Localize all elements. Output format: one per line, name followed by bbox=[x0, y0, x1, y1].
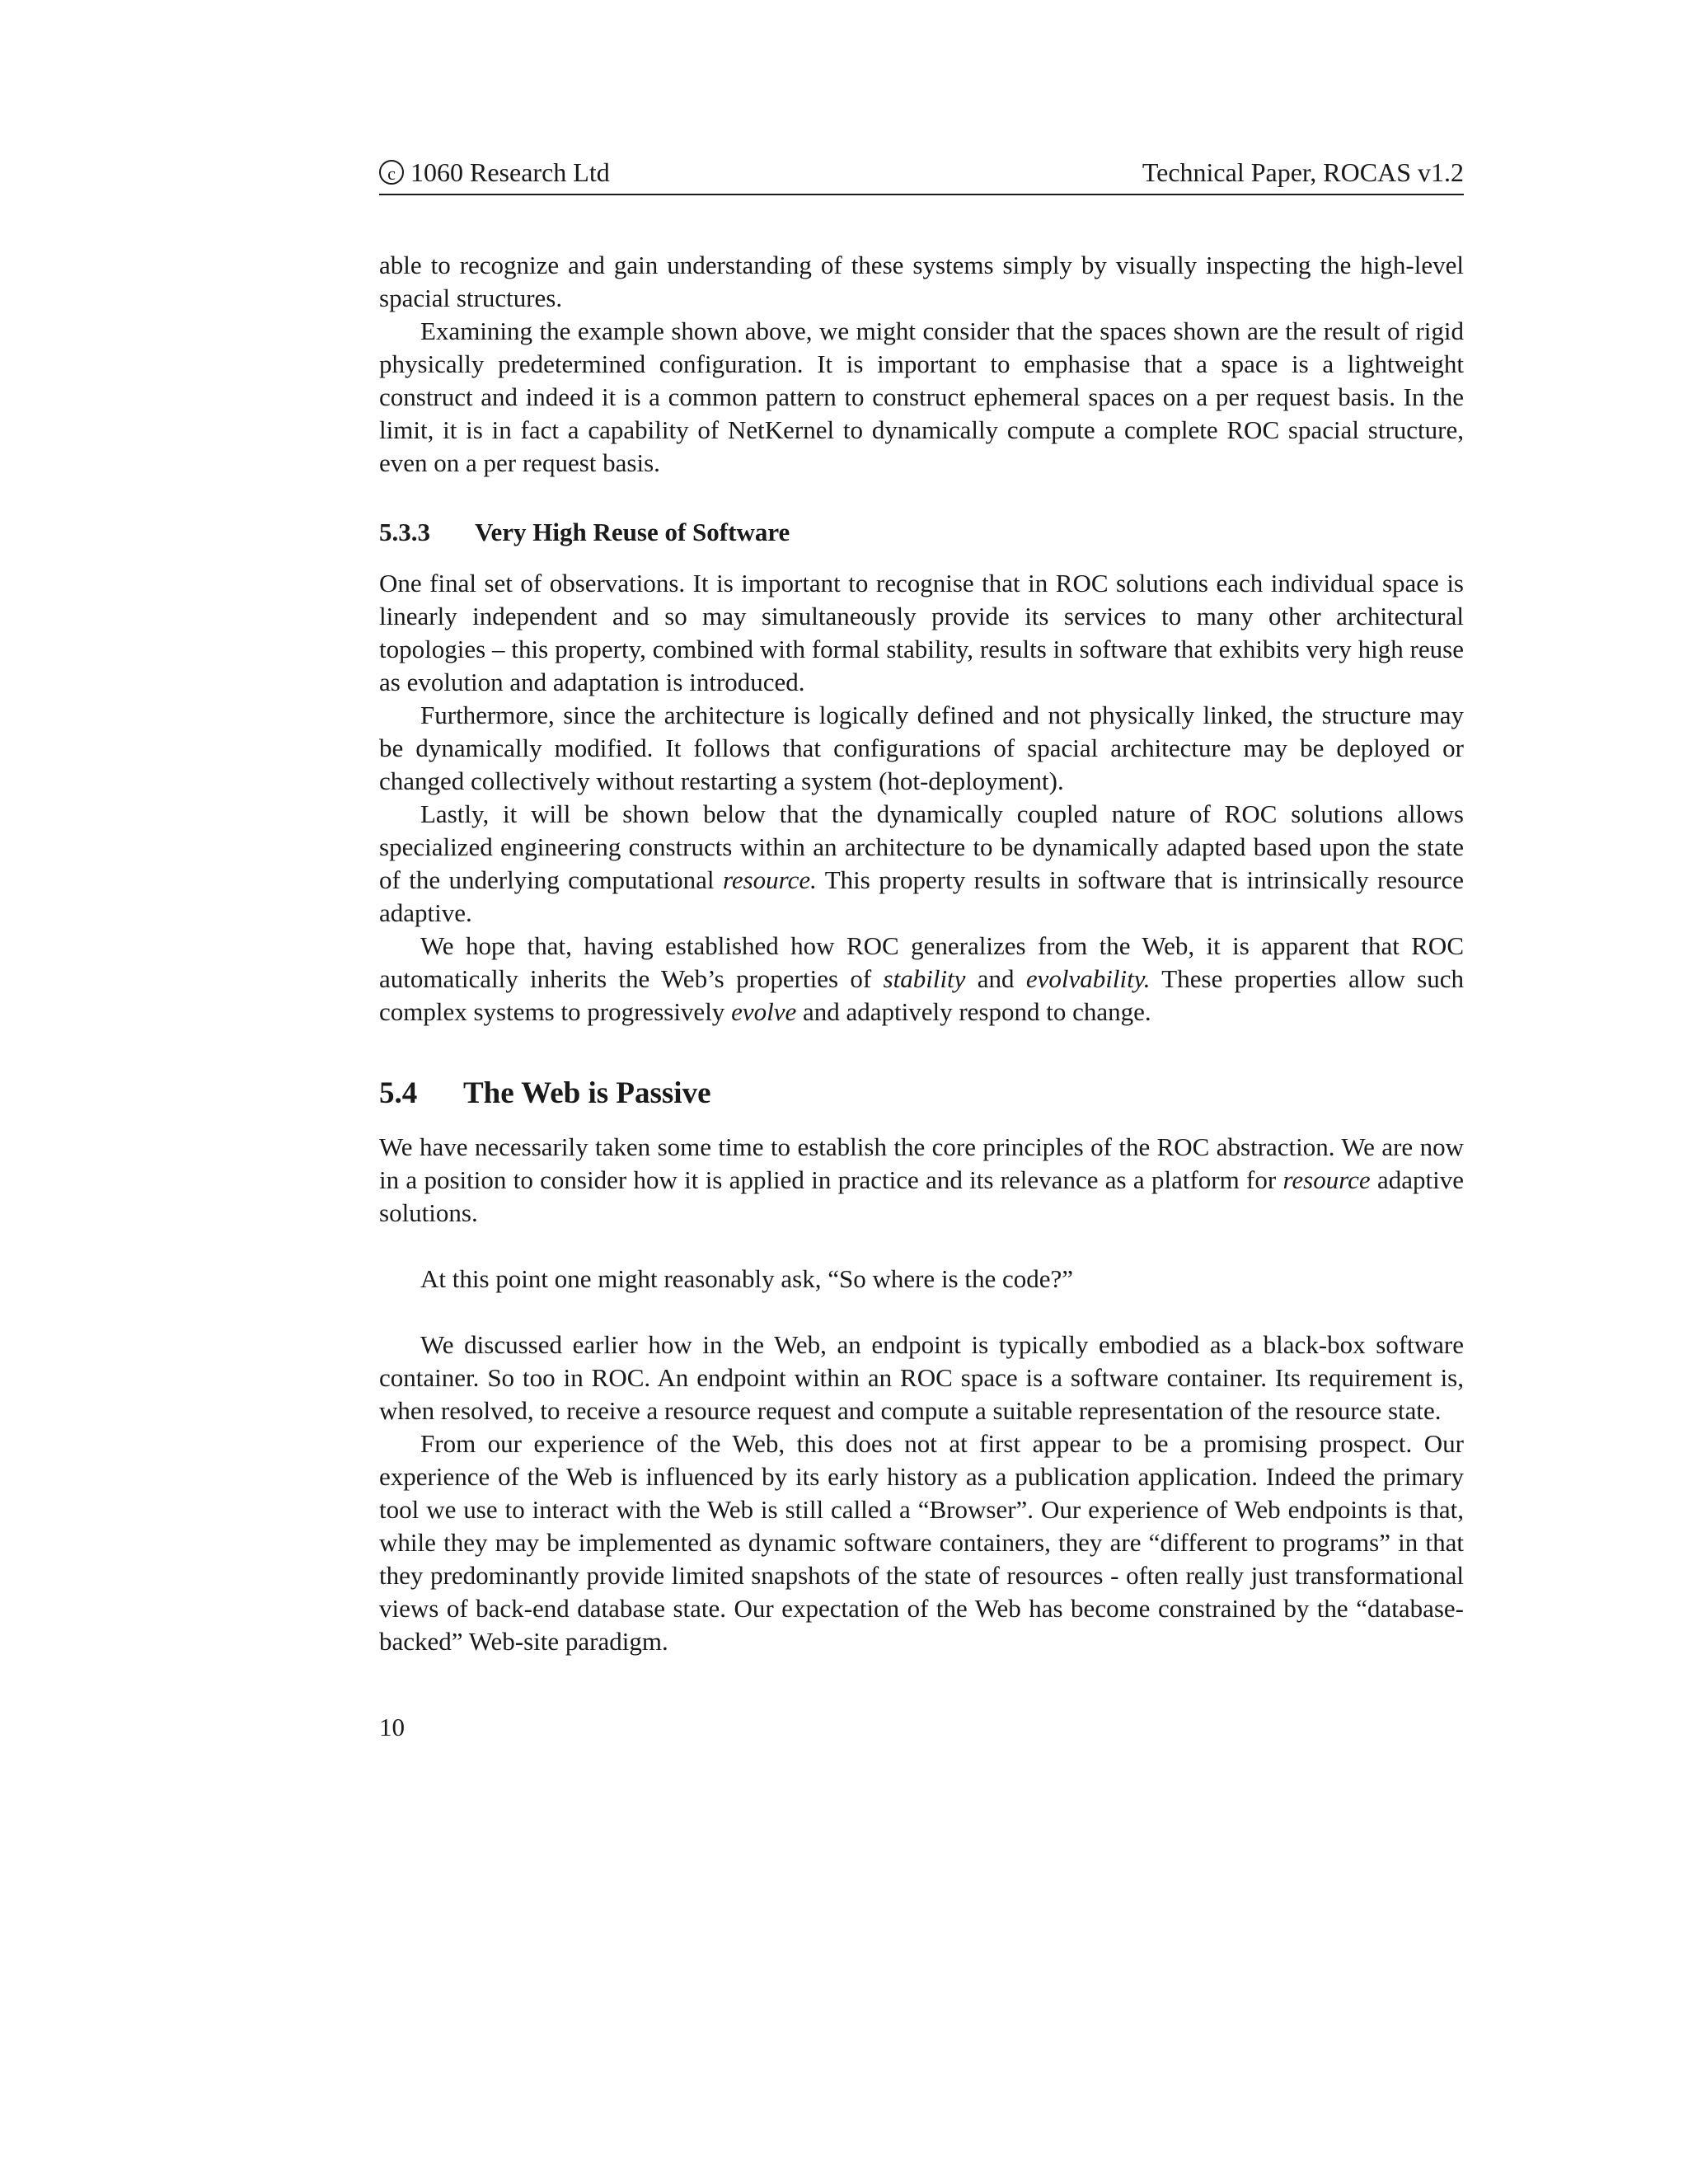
section-title: The Web is Passive bbox=[463, 1076, 711, 1110]
text-run: and bbox=[965, 964, 1026, 993]
emphasis-stability: stability bbox=[883, 964, 966, 993]
section-title: Very High Reuse of Software bbox=[475, 518, 790, 546]
paragraph-continuation: able to recognize and gain understanding of these systems simply by visually inspecting the high-level spacial structures. bbox=[379, 251, 1464, 312]
section-heading-5-4 bbox=[379, 1075, 1464, 1113]
body-text bbox=[379, 249, 1464, 1658]
paragraph-lastly bbox=[379, 798, 1464, 930]
emphasis-resource: resource. bbox=[722, 865, 817, 894]
paragraph-examining: Examining the example shown above, we might consider that the spaces shown are the result of rigid physically predetermined configuration. It is important to emphasise that a space is a lightweight construct and indeed it is a common pattern to construct ephemeral spaces on a per request basis. In the limit, it is in fact a capability of NetKernel to dynamically compute a complete ROC spacial structure, even on a per request basis. bbox=[379, 316, 1464, 477]
text-run: We hope that, having established how ROC generalizes from the Web, it is apparent that ROC automatically inherits the Web’s properties of bbox=[379, 931, 1464, 993]
paragraph-experience-of-web: From our experience of the Web, this does not at first appear to be a promising prospect. Our experience of the Web is influenced by its early history as a publication application. Indeed the primary tool we use to interact with the Web is still called a “Browser”. Our experience of Web endpoints is that, while they may be implemented as dynamic software containers, they are “different to programs” in that they predominantly provide limited snapshots of the state of resources - often really just transformational views of back-end database state. Our expectation of the Web has become constrained by the “database-backed” Web-site paradigm. bbox=[379, 1429, 1464, 1656]
paragraph-endpoint: We discussed earlier how in the Web, an endpoint is typically embodied as a black-box software container. So too in ROC. An endpoint within an ROC space is a software container. Its requirement is, when resolved, to receive a resource request and compute a suitable representation of the resource state. bbox=[379, 1330, 1464, 1425]
section-number: 5.3.3 bbox=[379, 518, 430, 546]
section-number: 5.4 bbox=[379, 1076, 418, 1110]
paragraph-core-principles bbox=[379, 1131, 1464, 1230]
header-left bbox=[379, 152, 610, 192]
text-run: adaptive solutions. bbox=[379, 1165, 1464, 1227]
emphasis-evolvability: evolvability. bbox=[1025, 964, 1151, 993]
page-number: 10 bbox=[379, 1713, 405, 1741]
section-heading-5-3-3 bbox=[379, 516, 1464, 549]
paper-page bbox=[379, 152, 1464, 1744]
text-run: Lastly, it will be shown below that the dynamically coupled nature of ROC solutions allows specialized engineering constructs within an architecture to be dynamically adapted based upon the state of the underlying computational bbox=[379, 799, 1464, 894]
header-publisher: 1060 Research Ltd bbox=[410, 157, 610, 187]
paragraph-we-hope bbox=[379, 930, 1464, 1029]
paragraph-where-is-the-code: At this point one might reasonably ask, “So where is the code?” bbox=[420, 1264, 1074, 1293]
text-run: These properties allow such complex systems to progressively bbox=[379, 964, 1464, 1026]
copyright-icon: c bbox=[379, 160, 404, 185]
header-document-title: Technical Paper, ROCAS v1.2 bbox=[1142, 157, 1464, 187]
running-header bbox=[379, 152, 1464, 195]
text-run: We have necessarily taken some time to establish the core principles of the ROC abstraction. We are now in a position to consider how it is applied in practice and its relevance as a platform for bbox=[379, 1132, 1464, 1194]
text-run: This property results in software that is intrinsically resource adaptive. bbox=[379, 865, 1464, 927]
emphasis-resource: resource bbox=[1282, 1165, 1371, 1194]
paragraph-furthermore: Furthermore, since the architecture is logically defined and not physically linked, the structure may be dynamically modified. It follows that configurations of spacial architecture may be deployed or changed collectively without restarting a system (hot-deployment). bbox=[379, 701, 1464, 795]
text-run: and adaptively respond to change. bbox=[796, 997, 1151, 1026]
emphasis-evolve: evolve bbox=[731, 997, 797, 1026]
paragraph-final-observations: One final set of observations. It is important to recognise that in ROC solutions each individual space is linearly independent and so may simultaneously provide its services to many other architectural topologies – this property, combined with formal stability, results in software that exhibits very high reuse as evolution and adaptation is introduced. bbox=[379, 569, 1464, 696]
